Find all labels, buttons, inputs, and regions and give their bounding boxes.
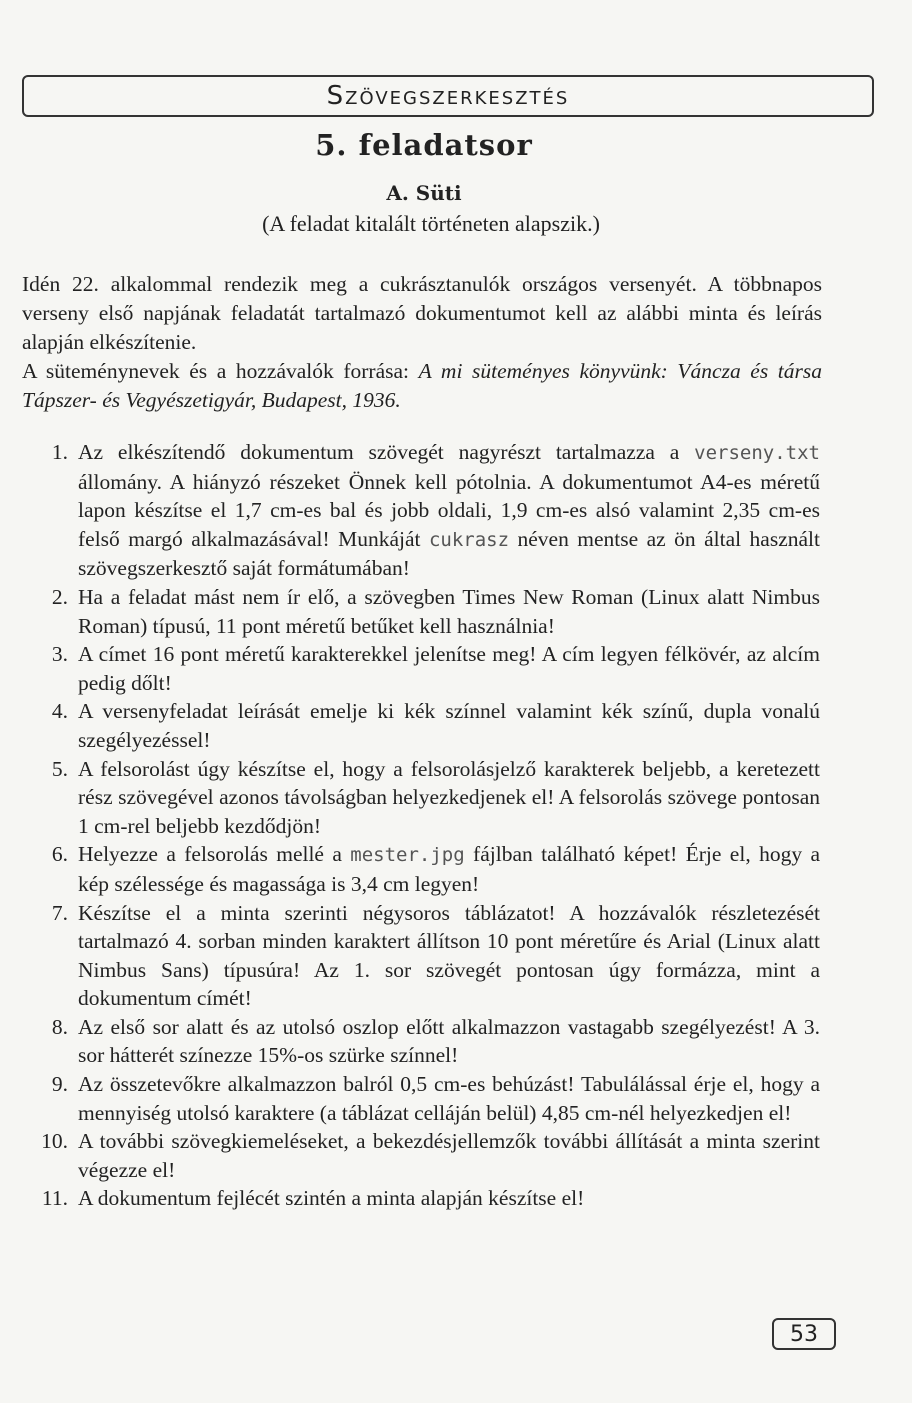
task-number: 8. (51, 1014, 68, 1039)
task-text: A további szövegkiemeléseket, a bekezdésjellemzők további állítását a minta szerint végezze el! (78, 1129, 820, 1182)
task-text: A versenyfeladat leírását emelje ki kék színnel valamint kék színű, dupla vonalú szegélyezéssel! (78, 699, 820, 752)
task-number: 5. (51, 756, 68, 781)
filename: mester.jpg (350, 844, 465, 867)
task-number: 3. (51, 642, 68, 667)
source-paragraph (22, 357, 822, 415)
task-number: 6. (51, 842, 68, 867)
source-book: A mi süteményes könyvünk: Váncza és társa Tápszer- és Vegyészetigyár, Budapest, 1936. (22, 359, 822, 412)
task-text: Készítse el a minta szerinti négysoros táblázatot! A hozzávalók részletezését tartalmazó 4. sorban minden karaktert állítson 10 pont méretűre és Arial (Linux alatt Nimbus Sans) típusúra! Az 1. sor szövegét pontosan úgy formázza, mint a dokumentum címét! (78, 900, 820, 1011)
task-text: néven mentse az ön által használt szövegszerkesztő saját formátumában! (78, 526, 820, 581)
task-number: 11. (41, 1186, 68, 1211)
page-title: 5. feladatsor (315, 128, 533, 162)
task-item (20, 583, 820, 640)
task-number: 10. (41, 1129, 68, 1154)
task-item (20, 899, 820, 1013)
task-text: fájlban található képet! Érje el, hogy a kép szélessége és magassága is 3,4 cm legyen! (78, 842, 820, 896)
filename: cukrasz (428, 528, 510, 551)
task-number: 9. (51, 1072, 68, 1097)
task-item (20, 438, 820, 583)
section-header-box (22, 75, 874, 117)
task-item (20, 697, 820, 754)
task-text: A címet 16 pont méretű karakterekkel jelenítse meg! A cím legyen félkövér, az alcím pedig dőlt! (78, 642, 820, 695)
task-text: Az első sor alatt és az utolsó oszlop előtt alkalmazzon vastagabb szegélyezést! A 3. sor hátterét színezze 15%-os szürke színnel! (78, 1014, 820, 1068)
source-prefix: A süteménynevek és a hozzávalók forrása: (22, 359, 419, 383)
task-item (20, 1070, 820, 1127)
section-header-title: Szövegszerkesztés (326, 81, 570, 111)
task-text: Az elkészítendő dokumentum szövegét nagyrészt tartalmazza a (78, 440, 695, 464)
filename: verseny.txt (694, 442, 820, 464)
task-text: A dokumentum fejlécét szintén a minta alapján készítse el! (78, 1186, 585, 1211)
task-subnote: (A feladat kitalált történeten alapszik.) (262, 211, 600, 236)
page-number: 53 (772, 1318, 836, 1350)
task-text: A felsorolást úgy készítse el, hogy a felsorolásjelző karakterek beljebb, a keretezett rész szövegével azonos távolságban helyezkedjenek el! A felsorolás szövege pontosan 1 cm-rel beljebb kezdődjön! (78, 756, 820, 838)
task-subtitle: A. Süti (386, 181, 462, 205)
task-number: 4. (51, 699, 68, 724)
task-item (20, 1013, 820, 1070)
task-item (20, 755, 820, 841)
task-item (20, 1184, 820, 1213)
task-text: Helyezze a felsorolás mellé a (78, 842, 351, 867)
task-list (20, 438, 820, 1213)
task-text: Ha a feladat mást nem ír elő, a szövegben Times New Roman (Linux alatt Nimbus Roman) típusú, 11 pont méretű betűket kell használnia! (78, 584, 820, 638)
intro-text (22, 270, 822, 415)
task-number: 2. (51, 584, 68, 609)
intro-paragraph: Idén 22. alkalommal rendezik meg a cukrásztanulók országos versenyét. A többnapos verseny első napjának feladatát tartalmazó dokumentumot kell az alábbi minta és leírás alapján elkészítenie. (22, 272, 822, 354)
task-item (20, 840, 820, 898)
task-item (20, 640, 820, 697)
task-text: állomány. A hiányzó részeket Önnek kell pótolnia. A dokumentumot A4-es méretű lapon készítse el 1,7 cm-es bal és jobb oldali, 1,9 cm-es alsó valamint 2,35 cm-es felső margó alkalmazásával! Munkáját (78, 469, 820, 551)
task-item (20, 1127, 820, 1184)
task-number: 7. (51, 900, 68, 925)
task-text: Az összetevőkre alkalmazzon balról 0,5 cm-es behúzást! Tabulálással érje el, hogy a mennyiség utolsó karaktere (a táblázat celláján belül) 4,85 cm-nél helyezkedjen el! (78, 1072, 820, 1125)
task-number: 1. (51, 440, 68, 464)
